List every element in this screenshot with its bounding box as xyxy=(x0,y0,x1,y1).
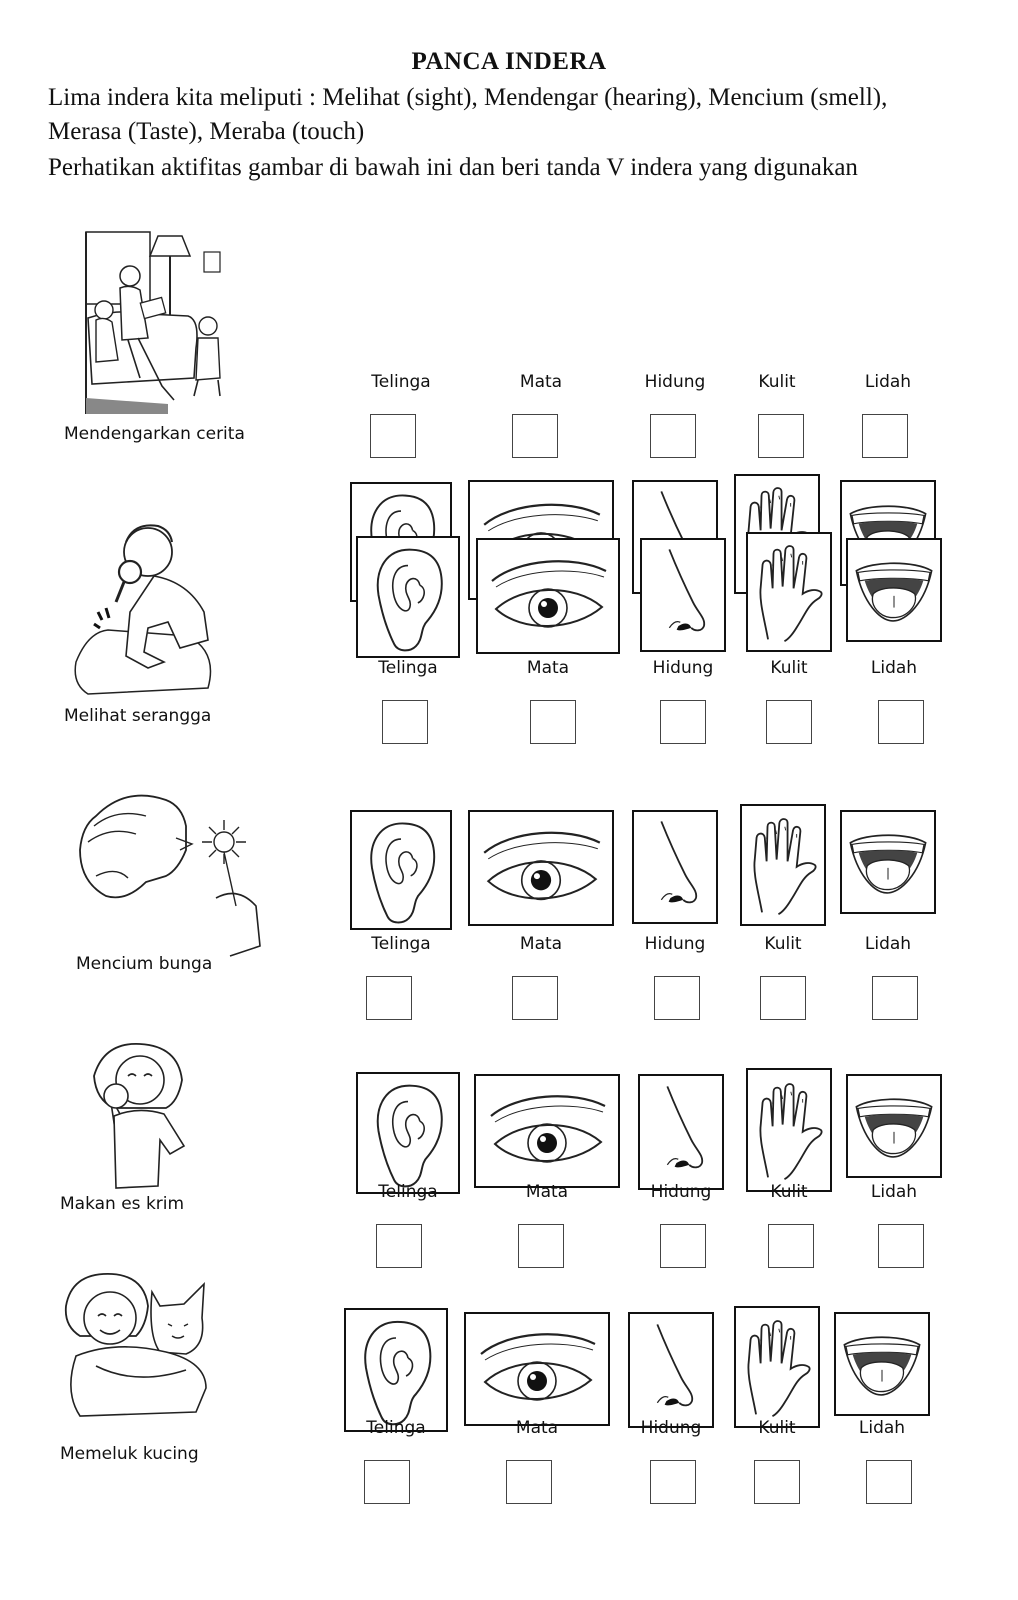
mouth-tongue-icon xyxy=(846,538,942,642)
sense-label: Kulit xyxy=(764,934,802,954)
checkbox-mata[interactable] xyxy=(530,700,576,744)
activity-label: Memeluk kucing xyxy=(60,1444,199,1464)
sense-label: Hidung xyxy=(652,658,714,678)
nose-icon xyxy=(638,1074,724,1190)
activity-label: Melihat serangga xyxy=(64,706,212,726)
ear-icon xyxy=(350,810,452,930)
ear-icon xyxy=(356,536,460,658)
nose-icon xyxy=(628,1312,714,1428)
checkbox-hidung[interactable] xyxy=(660,700,706,744)
sense-label: Mata xyxy=(525,1182,569,1202)
instruction-line: Perhatikan aktifitas gambar di bawah ini dan beri tanda V indera yang digunakan xyxy=(48,154,858,181)
sense-label: Kulit xyxy=(758,372,796,392)
checkbox-telinga[interactable] xyxy=(376,1224,422,1268)
checkbox-kulit[interactable] xyxy=(766,700,812,744)
eye-icon xyxy=(476,538,620,654)
checkbox-telinga[interactable] xyxy=(382,700,428,744)
checkbox-telinga[interactable] xyxy=(370,414,416,458)
activity-row xyxy=(0,1266,1018,1556)
boy-hugging-cat-illustration xyxy=(56,1266,226,1436)
girl-smelling-flower-illustration xyxy=(66,786,266,966)
mouth-tongue-icon xyxy=(840,810,936,914)
eye-icon xyxy=(464,1312,610,1426)
sense-label: Kulit xyxy=(758,1418,796,1438)
sense-label: Telinga xyxy=(371,934,431,954)
sense-label: Hidung xyxy=(644,372,706,392)
checkbox-telinga[interactable] xyxy=(366,976,412,1020)
sense-label: Lidah xyxy=(864,934,912,954)
sense-label: Lidah xyxy=(870,1182,918,1202)
sense-label: Mata xyxy=(519,372,563,392)
sense-label: Telinga xyxy=(378,1182,438,1202)
sense-label: Mata xyxy=(515,1418,559,1438)
hand-icon xyxy=(746,1068,832,1192)
hand-icon xyxy=(740,804,826,926)
family-reading-story-illustration xyxy=(78,228,228,418)
sense-label: Telinga xyxy=(378,658,438,678)
sense-label: Lidah xyxy=(870,658,918,678)
sense-label: Kulit xyxy=(770,1182,808,1202)
sense-label: Lidah xyxy=(858,1418,906,1438)
intro-line-1: Lima indera kita meliputi : Melihat (sight), Mendengar (hearing), Mencium (smell), xyxy=(48,84,888,111)
checkbox-mata[interactable] xyxy=(512,414,558,458)
sense-label: Mata xyxy=(519,934,563,954)
checkbox-kulit[interactable] xyxy=(768,1224,814,1268)
checkbox-kulit[interactable] xyxy=(760,976,806,1020)
checkbox-hidung[interactable] xyxy=(650,414,696,458)
checkbox-hidung[interactable] xyxy=(660,1224,706,1268)
checkbox-mata[interactable] xyxy=(512,976,558,1020)
checkbox-mata[interactable] xyxy=(518,1224,564,1268)
sense-label: Telinga xyxy=(366,1418,426,1438)
checkbox-lidah[interactable] xyxy=(878,1224,924,1268)
checkbox-kulit[interactable] xyxy=(758,414,804,458)
activity-label: Mendengarkan cerita xyxy=(64,424,245,444)
checkbox-hidung[interactable] xyxy=(650,1460,696,1504)
checkbox-hidung[interactable] xyxy=(654,976,700,1020)
activity-row xyxy=(0,786,1018,1076)
checkbox-lidah[interactable] xyxy=(862,414,908,458)
boy-with-magnifier-illustration xyxy=(68,512,218,702)
sense-label: Hidung xyxy=(640,1418,702,1438)
nose-icon xyxy=(640,538,726,652)
eye-icon xyxy=(468,810,614,926)
activity-label: Mencium bunga xyxy=(76,954,213,974)
eye-icon xyxy=(474,1074,620,1188)
intro-line-2: Merasa (Taste), Meraba (touch) xyxy=(48,118,365,145)
checkbox-lidah[interactable] xyxy=(866,1460,912,1504)
sense-label: Kulit xyxy=(770,658,808,678)
checkbox-lidah[interactable] xyxy=(878,700,924,744)
activity-row xyxy=(0,228,1018,518)
girl-eating-ice-cream-illustration xyxy=(74,1036,204,1196)
sense-label: Hidung xyxy=(650,1182,712,1202)
ear-icon xyxy=(344,1308,448,1432)
page-title: PANCA INDERA xyxy=(411,48,607,75)
checkbox-kulit[interactable] xyxy=(754,1460,800,1504)
checkbox-lidah[interactable] xyxy=(872,976,918,1020)
sense-label: Lidah xyxy=(864,372,912,392)
ear-icon xyxy=(356,1072,460,1194)
activity-label: Makan es krim xyxy=(60,1194,185,1214)
hand-icon xyxy=(746,532,832,652)
nose-icon xyxy=(632,810,718,924)
sense-label: Hidung xyxy=(644,934,706,954)
checkbox-mata[interactable] xyxy=(506,1460,552,1504)
sense-label: Mata xyxy=(526,658,570,678)
mouth-tongue-icon xyxy=(834,1312,930,1416)
mouth-tongue-icon xyxy=(846,1074,942,1178)
sense-label: Telinga xyxy=(371,372,431,392)
hand-icon xyxy=(734,1306,820,1428)
checkbox-telinga[interactable] xyxy=(364,1460,410,1504)
activity-row xyxy=(0,512,1018,802)
